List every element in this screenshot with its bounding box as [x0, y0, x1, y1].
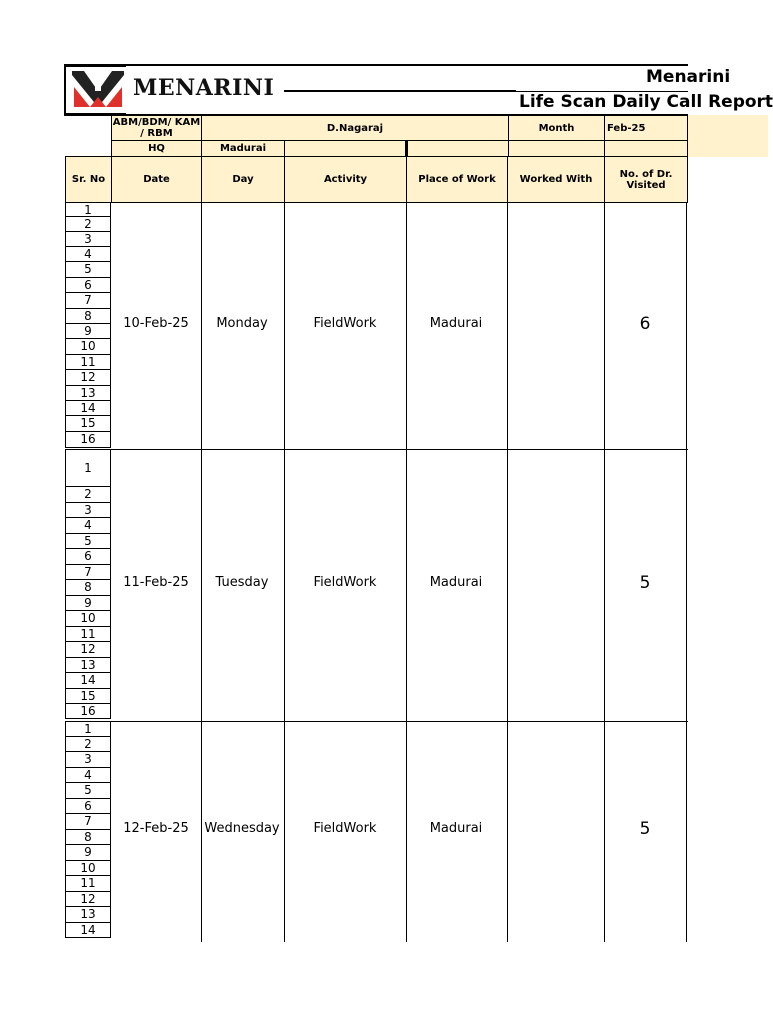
info-empty-2: [406, 140, 509, 157]
sr-number-cell: 14: [65, 401, 111, 416]
sr-number-cell: 6: [65, 799, 111, 814]
sr-number-cell: 6: [65, 549, 111, 565]
info-empty-1: [284, 140, 407, 157]
sr-number-cell: 3: [65, 752, 111, 768]
row-activity-value: FieldWork: [313, 575, 377, 590]
info-empty-3: [508, 140, 605, 157]
sr-number-cell: 13: [65, 907, 111, 923]
sr-number-cell: 13: [65, 658, 111, 673]
sr-number-cell: 11: [65, 355, 111, 370]
row-visited-value: 5: [639, 818, 651, 839]
sr-number-cell: 12: [65, 892, 111, 907]
sr-number-cell: 5: [65, 534, 111, 549]
brand-name: MENARINI: [133, 75, 275, 101]
report-title-line2: Life Scan Daily Call Report: [519, 92, 773, 112]
sr-number-cell: 7: [65, 814, 111, 830]
hq-label: HQ: [111, 140, 202, 157]
col-worked-with: Worked With: [507, 156, 605, 203]
col-visited: No. of Dr. Visited: [604, 156, 688, 203]
sr-number-cell: 7: [65, 565, 111, 580]
sr-number-cell: 14: [65, 923, 111, 938]
sr-number-cell: 4: [65, 768, 111, 783]
block-separator: [111, 721, 688, 722]
sr-number-cell: 2: [65, 217, 111, 232]
sr-number-cell: 5: [65, 783, 111, 799]
sr-number-cell: 10: [65, 611, 111, 627]
sr-number-cell: 15: [65, 416, 111, 432]
row-day-value: Monday: [216, 316, 268, 331]
sr-number-cell: 2: [65, 487, 111, 503]
sr-number-cell: 14: [65, 673, 111, 689]
month-value: Feb-25: [604, 115, 688, 141]
sr-number-cell: 11: [65, 627, 111, 642]
sr-number-cell: 10: [65, 339, 111, 355]
row-day-value: Wednesday: [204, 820, 280, 836]
row-day-value: Tuesday: [215, 575, 269, 590]
header-top-border: [64, 64, 688, 66]
sr-number-cell: 8: [65, 830, 111, 845]
sr-number-cell: 12: [65, 642, 111, 658]
info-empty-4: [604, 140, 688, 157]
row-date-value: 11-Feb-25: [123, 575, 189, 590]
sr-number-cell: 5: [65, 262, 111, 278]
sr-number-cell: 16: [65, 704, 111, 719]
col-place: Place of Work: [406, 156, 508, 203]
row-place-value: Madurai: [429, 820, 483, 836]
sr-number-cell: 3: [65, 232, 111, 247]
month-label: Month: [508, 115, 605, 141]
row-activity-value: FieldWork: [313, 820, 377, 836]
menarini-logo-icon: [70, 69, 126, 113]
sr-number-cell: 3: [65, 503, 111, 518]
sr-number-cell: 1: [65, 449, 111, 487]
row-activity-value: FieldWork: [313, 316, 377, 331]
sr-number-cell: 12: [65, 370, 111, 386]
report-title-line1: Menarini: [646, 67, 731, 87]
sr-number-cell: 10: [65, 861, 111, 876]
sr-number-cell: 13: [65, 386, 111, 401]
row-place-value: Madurai: [429, 575, 483, 590]
sr-number-cell: 2: [65, 737, 111, 752]
hq-value: Madurai: [201, 140, 285, 157]
sr-number-cell: 9: [65, 845, 111, 861]
sr-number-cell: 9: [65, 324, 111, 339]
sr-number-cell: 8: [65, 309, 111, 324]
col-date: Date: [111, 156, 202, 203]
sr-number-cell: 6: [65, 278, 111, 293]
sr-number-cell: 8: [65, 580, 111, 596]
row-visited-value: 6: [639, 314, 651, 334]
menarini-logo: [64, 65, 126, 115]
col-day: Day: [201, 156, 285, 203]
role-label: ABM/BDM/ KAM / RBM: [112, 117, 201, 139]
sr-number-cell: 1: [65, 202, 111, 217]
sr-number-cell: 1: [65, 721, 111, 737]
sr-number-cell: 9: [65, 596, 111, 611]
row-date-value: 12-Feb-25: [123, 820, 189, 836]
row-visited-value: 5: [639, 573, 651, 593]
col-activity: Activity: [284, 156, 407, 203]
month-extension-fill: [688, 115, 768, 157]
row-place-value: Madurai: [429, 316, 483, 331]
sr-number-cell: 7: [65, 293, 111, 309]
sr-number-cell: 16: [65, 432, 111, 448]
sr-number-cell: 15: [65, 689, 111, 704]
sr-number-cell: 4: [65, 247, 111, 262]
sr-number-cell: 11: [65, 876, 111, 892]
name-value: D.Nagaraj: [201, 115, 509, 141]
sr-number-cell: 4: [65, 518, 111, 534]
col-sr-no: Sr. No: [65, 156, 112, 203]
block-separator: [111, 449, 688, 450]
row-date-value: 10-Feb-25: [123, 316, 189, 331]
